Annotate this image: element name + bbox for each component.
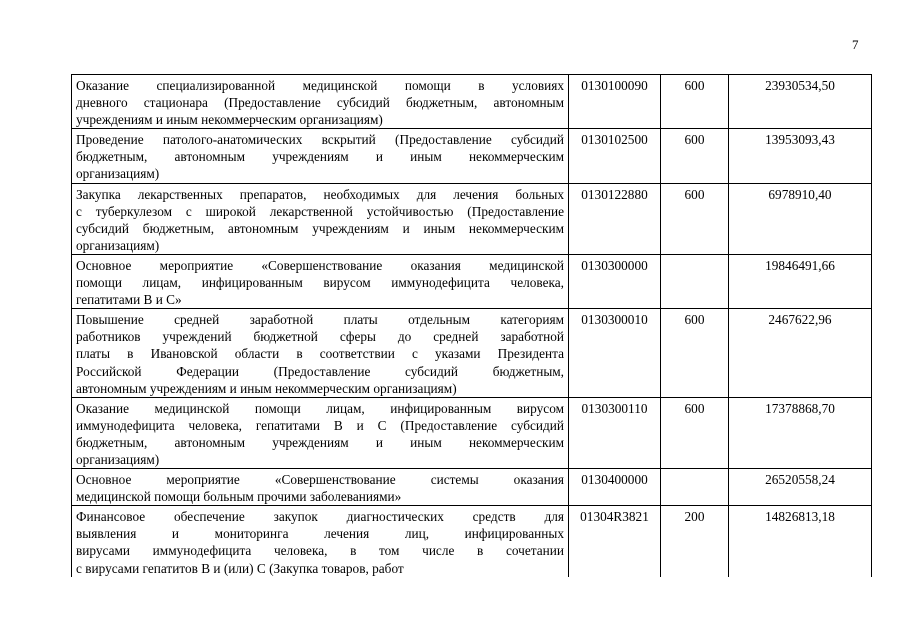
target-article-code: 0130400000 (569, 469, 661, 506)
row-description (72, 397, 569, 468)
description-line: вирусами иммунодефицита человека, в том числе в сочетании (76, 543, 564, 559)
expense-type-code (661, 254, 729, 308)
table-row (72, 469, 872, 506)
description-line: организациям) (76, 166, 160, 182)
description-line: Основное мероприятие «Совершенствование системы оказания (76, 472, 564, 488)
target-article-code: 01304R3821 (569, 506, 661, 577)
table-row (72, 397, 872, 468)
row-description (72, 469, 569, 506)
description-line: Основное мероприятие «Совершенствование оказания медицинской (76, 257, 564, 273)
description-line: иммунодефицита человека, гепатитами В и С (Предоставление субсидий (76, 417, 564, 433)
expense-type-code: 600 (661, 309, 729, 397)
row-description (72, 183, 569, 254)
amount-value: 19846491,66 (729, 254, 872, 308)
table-row (72, 129, 872, 183)
amount-value: 23930534,50 (729, 75, 872, 129)
target-article-code: 0130300010 (569, 309, 661, 397)
expense-type-code: 600 (661, 129, 729, 183)
description-line: учреждениям и иным некоммерческим организациям) (76, 112, 383, 128)
description-line: с вирусами гепатитов В и (или) С (Закупка товаров, работ (76, 560, 404, 576)
budget-table (71, 74, 872, 577)
target-article-code: 0130100090 (569, 75, 661, 129)
expense-type-code: 600 (661, 397, 729, 468)
amount-value: 14826813,18 (729, 506, 872, 577)
description-line: Проведение патолого-анатомических вскрытий (Предоставление субсидий (76, 132, 564, 148)
row-description (72, 129, 569, 183)
row-description (72, 309, 569, 397)
description-line: с туберкулезом с широкой лекарственной устойчивостью (Предоставление (76, 203, 564, 219)
description-line: организациям) (76, 237, 160, 253)
description-line: бюджетным, автономным учреждениям и иным некоммерческим (76, 434, 564, 450)
target-article-code: 0130122880 (569, 183, 661, 254)
table-row (72, 183, 872, 254)
table-row (72, 506, 872, 577)
amount-value: 6978910,40 (729, 183, 872, 254)
expense-type-code: 600 (661, 183, 729, 254)
description-line: организациям) (76, 451, 160, 467)
expense-type-code (661, 469, 729, 506)
description-line: Оказание специализированной медицинской помощи в условиях (76, 78, 564, 93)
expense-type-code: 600 (661, 75, 729, 129)
description-line: выявления и мониторинга лечения лиц, инфицированных (76, 526, 564, 542)
amount-value: 17378868,70 (729, 397, 872, 468)
table-row (72, 309, 872, 397)
budget-table-body (72, 75, 872, 577)
description-line: Закупка лекарственных препаратов, необходимых для лечения больных (76, 186, 564, 202)
description-line: работников учреждений бюджетной сферы до средней заработной (76, 329, 564, 345)
description-line: гепатитами В и С» (76, 292, 182, 308)
target-article-code: 0130300000 (569, 254, 661, 308)
description-line: медицинской помощи больным прочими заболеваниями» (76, 489, 402, 505)
row-description (72, 75, 569, 129)
description-line: бюджетным, автономным учреждениям и иным некоммерческим (76, 149, 564, 165)
page-number: 7 (852, 37, 859, 52)
target-article-code: 0130102500 (569, 129, 661, 183)
target-article-code: 0130300110 (569, 397, 661, 468)
row-description (72, 506, 569, 577)
description-line: дневного стационара (Предоставление субсидий бюджетным, автономным (76, 95, 564, 111)
description-line: помощи лицам, инфицированным вирусом иммунодефицита человека, (76, 275, 564, 291)
amount-value: 13953093,43 (729, 129, 872, 183)
amount-value: 2467622,96 (729, 309, 872, 397)
table-row (72, 75, 872, 129)
expense-type-code: 200 (661, 506, 729, 577)
description-line: Повышение средней заработной платы отдельным категориям (76, 312, 564, 328)
description-line: Финансовое обеспечение закупок диагностических средств для (76, 509, 564, 525)
description-line: Оказание медицинской помощи лицам, инфицированным вирусом (76, 400, 564, 416)
description-line: автономным учреждениям и иным некоммерческим организациям) (76, 380, 457, 396)
description-line: платы в Ивановской области в соответствии с указами Президента (76, 346, 564, 362)
amount-value: 26520558,24 (729, 469, 872, 506)
table-row (72, 254, 872, 308)
description-line: Российской Федерации (Предоставление субсидий бюджетным, (76, 363, 564, 379)
description-line: субсидий бюджетным, автономным учреждениям и иным некоммерческим (76, 220, 564, 236)
row-description (72, 254, 569, 308)
